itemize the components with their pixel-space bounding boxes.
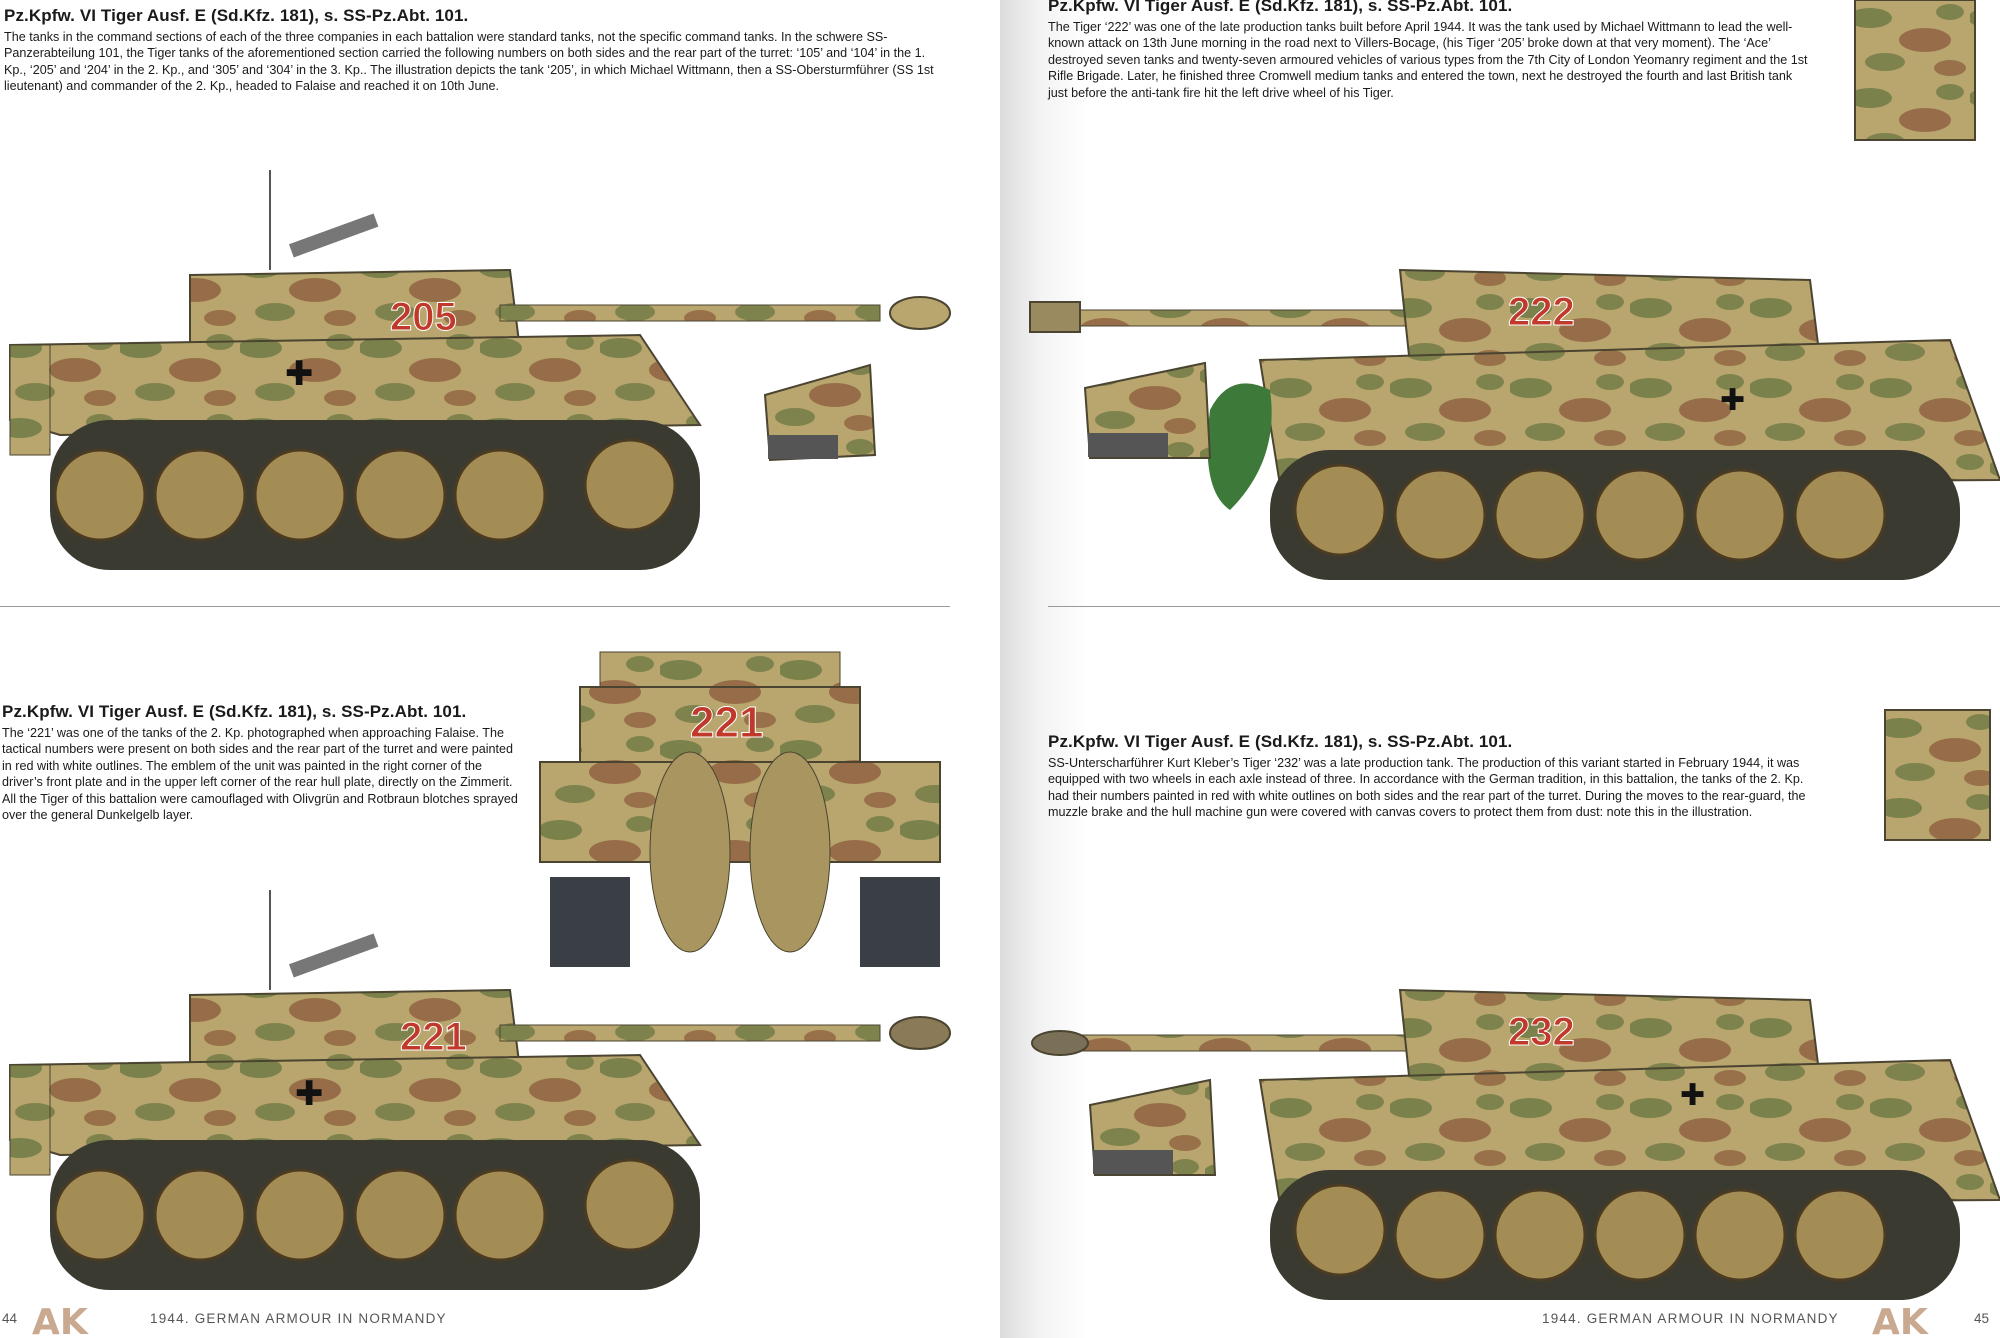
balkenkreuz-icon: ✚: [1720, 383, 1746, 418]
page-footer: 1944. GERMAN ARMOUR IN NORMANDY: [150, 1311, 447, 1326]
balkenkreuz-icon: ✚: [295, 1074, 324, 1114]
section-divider: [1048, 606, 2000, 607]
section-title: Pz.Kpfw. VI Tiger Ausf. E (Sd.Kfz. 181), s. SS-Pz.Abt. 101.: [4, 6, 469, 25]
section-221: [2, 702, 520, 823]
balkenkreuz-icon: ✚: [285, 354, 314, 394]
rear-turret-number: 221: [690, 698, 764, 747]
tank-232-rear-detail-inset: [1880, 710, 1995, 840]
section-222: [1048, 0, 1810, 101]
section-text: The tanks in the command sections of each of the three companies in each battalion were standard tanks, not the specific command tanks. In the schwere SS-Panzerabteilung 101, the Tiger tanks of the aforementioned section carried the following numbers on both sides and the rear part of the turret: ‘105’ and ‘104’ in the 1. Kp., ‘205’ and ‘204’ in the 2. Kp., and ‘305’ and ‘304’ in the 3. Kp.. The illustration depicts the tank ‘205’, in which Michael Wittmann, then a SS-Obersturmführer (SS 1st lieutenant) and commander of the 2. Kp., headed to Falaise and reached it on 10th June.: [4, 30, 934, 94]
tank-221-side-illustration: [0, 890, 960, 1300]
section-text: The Tiger ‘222’ was one of the late production tanks built before April 1944. It was the tank used by Michael Wittmann to lead the well-known attack on 13th June morning in the road next to Villers-Bocage, (his Tiger ‘205’ broke down at that very moment). The ‘Ace’ destroyed seven tanks and twenty-seven armoured vehicles of various types from the 7th City of London Yeomanry regiment and the 1st Rifle Brigade. Later, he finished three Cromwell medium tanks and entered the town, next he destroyed the fourth and last British tank just before the anti-tank fire hit the left drive wheel of his Tiger.: [1048, 20, 1808, 100]
ak-logo-icon: [32, 1298, 86, 1338]
svg-text:AK: AK: [32, 1302, 88, 1338]
tank-222-rear-detail-inset: [1850, 0, 1980, 140]
turret-number: 221: [400, 1015, 467, 1059]
section-divider: [0, 606, 950, 607]
turret-number: 222: [1508, 290, 1575, 334]
ak-logo-icon: [1872, 1298, 1926, 1338]
section-title: Pz.Kpfw. VI Tiger Ausf. E (Sd.Kfz. 181), s. SS-Pz.Abt. 101.: [2, 702, 467, 721]
section-title: Pz.Kpfw. VI Tiger Ausf. E (Sd.Kfz. 181), s. SS-Pz.Abt. 101.: [1048, 0, 1513, 15]
page-number: 45: [1974, 1311, 1990, 1326]
turret-number: 205: [390, 295, 457, 339]
tank-222-front-detail-inset: [1080, 358, 1215, 463]
balkenkreuz-icon: ✚: [1680, 1078, 1706, 1113]
section-text: The ‘221’ was one of the tanks of the 2. Kp. photographed when approaching Falaise. The tactical numbers were present on both sides and the rear part of the turret and were painted in red with white outlines. The emblem of the unit was painted in the right corner of the driver’s front plate and in the upper left corner of the rear hull plate, directly on the Zimmerit. All the Tiger of this battalion were camouflaged with Olivgrün and Rotbraun blotches sprayed over the general Dunkelgelb layer.: [2, 726, 518, 823]
right-page: [1000, 0, 2000, 1338]
section-title: Pz.Kpfw. VI Tiger Ausf. E (Sd.Kfz. 181), s. SS-Pz.Abt. 101.: [1048, 732, 1513, 751]
svg-text:AK: AK: [1872, 1302, 1928, 1338]
section-205: [4, 6, 949, 95]
tank-232-front-detail-inset: [1085, 1075, 1220, 1180]
section-232: [1048, 732, 1810, 821]
turret-number: 232: [1508, 1010, 1575, 1054]
page-number: 44: [2, 1311, 18, 1326]
tank-205-front-detail-inset: [760, 355, 880, 465]
section-text: SS-Unterscharführer Kurt Kleber’s Tiger ‘232’ was a late production tank. The production of this variant started in February 1944, it was equipped with two wheels in each axle instead of three. In accordance with the German tradition, in this battalion, the tanks of the 2. Kp. had their numbers painted in red with white outlines on both sides and the rear part of the turret. During the moves to the rear-guard, the muzzle brake and the hull machine gun were covered with canvas covers to protect them from dust: note this in the illustration.: [1048, 756, 1806, 820]
page-footer: 1944. GERMAN ARMOUR IN NORMANDY: [1542, 1311, 1839, 1326]
